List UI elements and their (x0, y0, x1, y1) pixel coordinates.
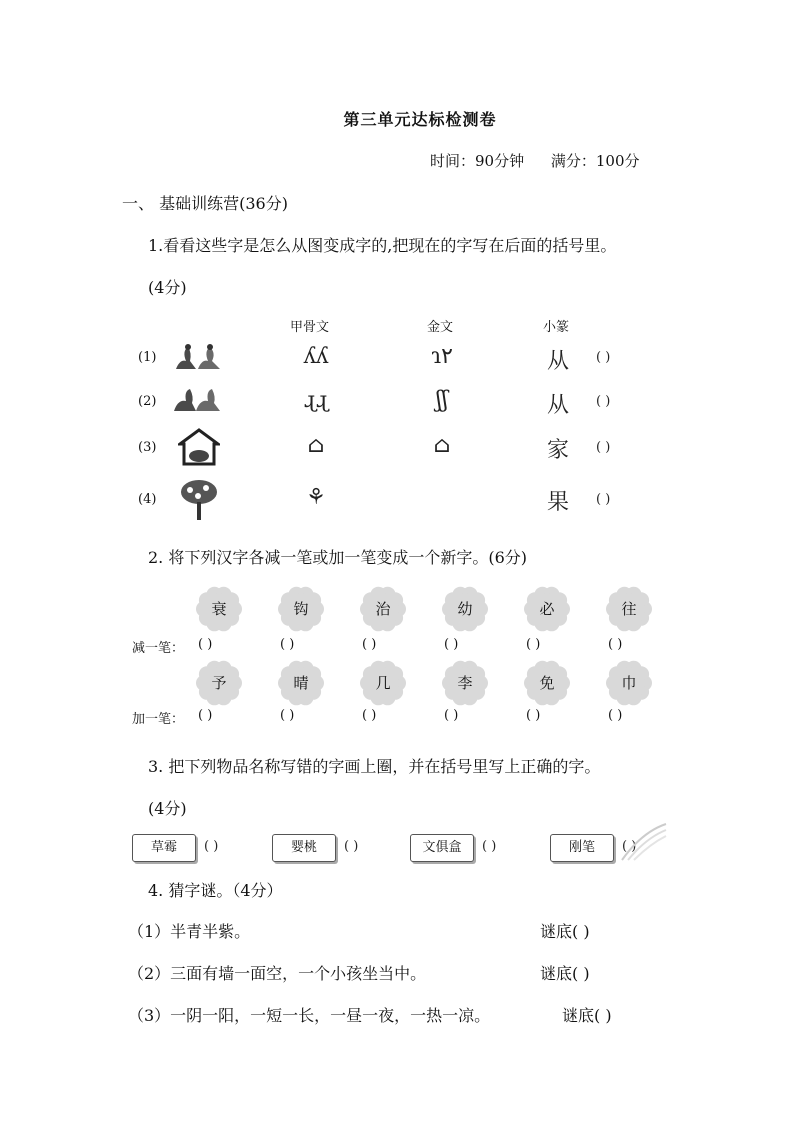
answer-paren: ( ) (596, 350, 611, 365)
answer-paren: ( ) (608, 637, 623, 652)
plus-label: 加一笔： (132, 712, 185, 727)
riddle-answer: 谜底( ) (540, 922, 590, 941)
answer-paren: ( ) (596, 492, 611, 507)
minus-label: 减一笔： (132, 641, 185, 656)
answer-paren: ( ) (198, 637, 213, 652)
answer-paren: ( ) (526, 637, 541, 652)
jinwen-glyph: ɿ٢ (431, 344, 453, 369)
answer-paren: ( ) (482, 839, 497, 854)
jiaguwen-glyph: ʎʎ (303, 344, 329, 369)
q3-points: (4分) (148, 799, 187, 818)
badge-character: 幼 (457, 600, 473, 618)
badge-character: 必 (539, 600, 555, 618)
fruit-tree-picture-icon (178, 478, 220, 522)
answer-paren: ( ) (344, 839, 359, 854)
house-with-pig-picture-icon (178, 428, 220, 466)
flower-badge (196, 586, 242, 632)
flower-badge (442, 586, 488, 632)
jinwen-glyph: ⌂ (433, 433, 451, 458)
full-score: 满分：100分 (550, 152, 640, 170)
people-following-picture-icon (172, 385, 222, 415)
jinwen-glyph: ʃʃ (436, 388, 448, 413)
flower-badge (606, 586, 652, 632)
answer-paren: ( ) (444, 637, 459, 652)
riddle-answer: 谜底( ) (540, 964, 590, 983)
q2-text: 2. 将下列汉字各减一笔或加一笔变成一个新字。(6分) (148, 548, 528, 567)
row-number: (4) (138, 492, 157, 507)
header-jinwen: 金文 (427, 320, 454, 335)
two-people-picture-icon (172, 341, 222, 373)
page-corner-decoration-icon (612, 822, 668, 862)
badge-character: 往 (621, 600, 637, 618)
row-number: (2) (138, 394, 157, 409)
badge-character: 几 (375, 674, 391, 692)
q1-text: 1.看看这些字是怎么从图变成字的,把现在的字写在后面的括号里。 (148, 236, 617, 255)
jiaguwen-glyph: ⚘ (306, 485, 326, 510)
row-number: (3) (138, 440, 157, 455)
badge-character: 免 (539, 674, 555, 692)
riddle-item: （3）一阴一阳，一短一长，一昼一夜，一热一凉。 (128, 1006, 491, 1025)
jiaguwen-glyph: ⌂ (307, 433, 325, 458)
flower-badge (524, 660, 570, 706)
flower-badge (442, 660, 488, 706)
jiaguwen-glyph: ɻɻ (303, 388, 329, 413)
answer-paren: ( ) (198, 708, 213, 723)
badge-character: 衰 (211, 600, 227, 618)
answer-paren: ( ) (444, 708, 459, 723)
flower-badge (606, 660, 652, 706)
flower-badge (524, 586, 570, 632)
xiaozhuan-glyph: 果 (546, 490, 569, 515)
answer-paren: ( ) (526, 708, 541, 723)
riddle-item: （2）三面有墙一面空，一个小孩坐当中。 (128, 964, 427, 983)
badge-character: 巾 (621, 674, 637, 692)
badge-character: 予 (211, 674, 227, 692)
flower-badge (360, 660, 406, 706)
answer-paren: ( ) (608, 708, 623, 723)
q1-points: (4分) (148, 278, 187, 297)
xiaozhuan-glyph: 从 (546, 393, 569, 418)
xiaozhuan-glyph: 家 (546, 438, 569, 463)
row-number: (1) (138, 350, 157, 365)
flower-badge (278, 660, 324, 706)
badge-character: 治 (375, 600, 391, 618)
header-jiaguwen: 甲骨文 (290, 320, 330, 335)
section-heading: 一、 基础训练营(36分) (122, 194, 288, 213)
answer-paren: ( ) (204, 839, 219, 854)
header-xiaozhuan: 小篆 (543, 320, 570, 335)
answer-paren: ( ) (280, 708, 295, 723)
flower-badge (196, 660, 242, 706)
word-box: 婴桃 (272, 834, 336, 862)
exam-meta (430, 150, 662, 171)
q3-text: 3. 把下列物品名称写错的字画上圈，并在括号里写上正确的字。 (148, 757, 601, 776)
xiaozhuan-glyph: 从 (546, 349, 569, 374)
answer-paren: ( ) (362, 637, 377, 652)
word-box: 文俱盒 (410, 834, 474, 862)
answer-paren: ( ) (280, 637, 295, 652)
badge-character: 晴 (293, 674, 309, 692)
q4-text: 4. 猜字谜。（4分） (148, 881, 283, 900)
page-title: 第三单元达标检测卷 (343, 110, 497, 129)
riddle-answer: 谜底( ) (562, 1006, 612, 1025)
answer-paren: ( ) (622, 839, 637, 854)
badge-character: 李 (457, 674, 473, 692)
flower-badge (360, 586, 406, 632)
word-box: 草霉 (132, 834, 196, 862)
riddle-item: （1）半青半紫。 (128, 922, 251, 941)
answer-paren: ( ) (596, 394, 611, 409)
answer-paren: ( ) (362, 708, 377, 723)
time-limit: 时间：90分钟 (430, 152, 525, 170)
flower-badge (278, 586, 324, 632)
word-box: 刚笔 (550, 834, 614, 862)
badge-character: 钩 (293, 600, 309, 618)
answer-paren: ( ) (596, 440, 611, 455)
